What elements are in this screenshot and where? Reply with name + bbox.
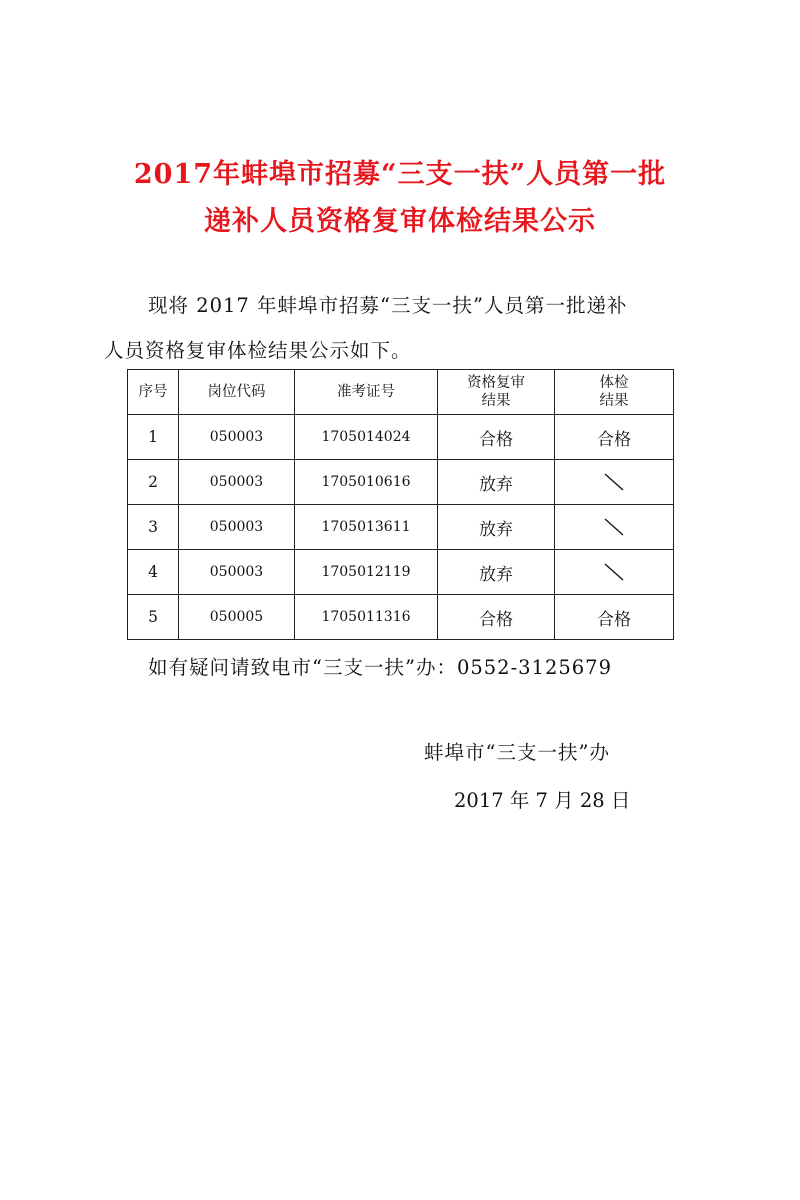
header-exam-result	[555, 370, 674, 415]
table-row	[128, 415, 674, 460]
header-exam-result-line-2: 结果	[599, 393, 629, 409]
cell-ticket-number: 1705014024	[295, 415, 438, 460]
issue-date: 2017 年 7 月 28 日	[454, 789, 631, 812]
header-index: 序号	[128, 370, 179, 415]
header-post-code: 岗位代码	[179, 370, 295, 415]
cell-ticket-number: 1705010616	[295, 460, 438, 505]
contact-line: 如有疑问请致电市“三支一扶”办：0552-3125679	[148, 656, 612, 679]
cell-index: 3	[128, 505, 179, 550]
diagonal-slash-icon	[601, 561, 627, 583]
diagonal-slash-icon	[601, 516, 627, 538]
diagonal-slash-icon	[601, 471, 627, 493]
table-row	[128, 550, 674, 595]
cell-ticket-number: 1705013611	[295, 505, 438, 550]
header-ticket-number: 准考证号	[295, 370, 438, 415]
cell-exam-result: 合格	[555, 415, 674, 460]
table-row	[128, 460, 674, 505]
header-review-result-line-1: 资格复审	[467, 375, 525, 391]
cell-review-result: 合格	[438, 415, 555, 460]
table-header-row	[128, 370, 674, 415]
cell-exam-result: 合格	[555, 595, 674, 640]
cell-ticket-number: 1705011316	[295, 595, 438, 640]
cell-post-code: 050005	[179, 595, 295, 640]
cell-post-code: 050003	[179, 415, 295, 460]
cell-index: 4	[128, 550, 179, 595]
cell-index: 2	[128, 460, 179, 505]
cell-index: 1	[128, 415, 179, 460]
intro-paragraph-line-2: 人员资格复审体检结果公示如下。	[104, 339, 412, 362]
cell-exam-result	[555, 550, 674, 595]
cell-index: 5	[128, 595, 179, 640]
cell-ticket-number: 1705012119	[295, 550, 438, 595]
document-title-line-1: 2017年蚌埠市招募“三支一扶”人员第一批	[133, 159, 667, 190]
cell-review-result: 合格	[438, 595, 555, 640]
issuing-office: 蚌埠市“三支一扶”办	[424, 741, 610, 764]
intro-paragraph-line-1: 现将 2017 年蚌埠市招募“三支一扶”人员第一批递补	[148, 294, 628, 317]
cell-post-code: 050003	[179, 550, 295, 595]
cell-exam-result	[555, 460, 674, 505]
cell-review-result: 放弃	[438, 460, 555, 505]
header-review-result	[438, 370, 555, 415]
table-row	[128, 505, 674, 550]
cell-post-code: 050003	[179, 505, 295, 550]
header-review-result-line-2: 结果	[481, 393, 511, 409]
cell-review-result: 放弃	[438, 505, 555, 550]
document-title-line-2: 递补人员资格复审体检结果公示	[204, 206, 596, 237]
results-table	[127, 369, 674, 640]
header-exam-result-line-1: 体检	[599, 375, 629, 391]
cell-exam-result	[555, 505, 674, 550]
cell-review-result: 放弃	[438, 550, 555, 595]
table-row	[128, 595, 674, 640]
cell-post-code: 050003	[179, 460, 295, 505]
